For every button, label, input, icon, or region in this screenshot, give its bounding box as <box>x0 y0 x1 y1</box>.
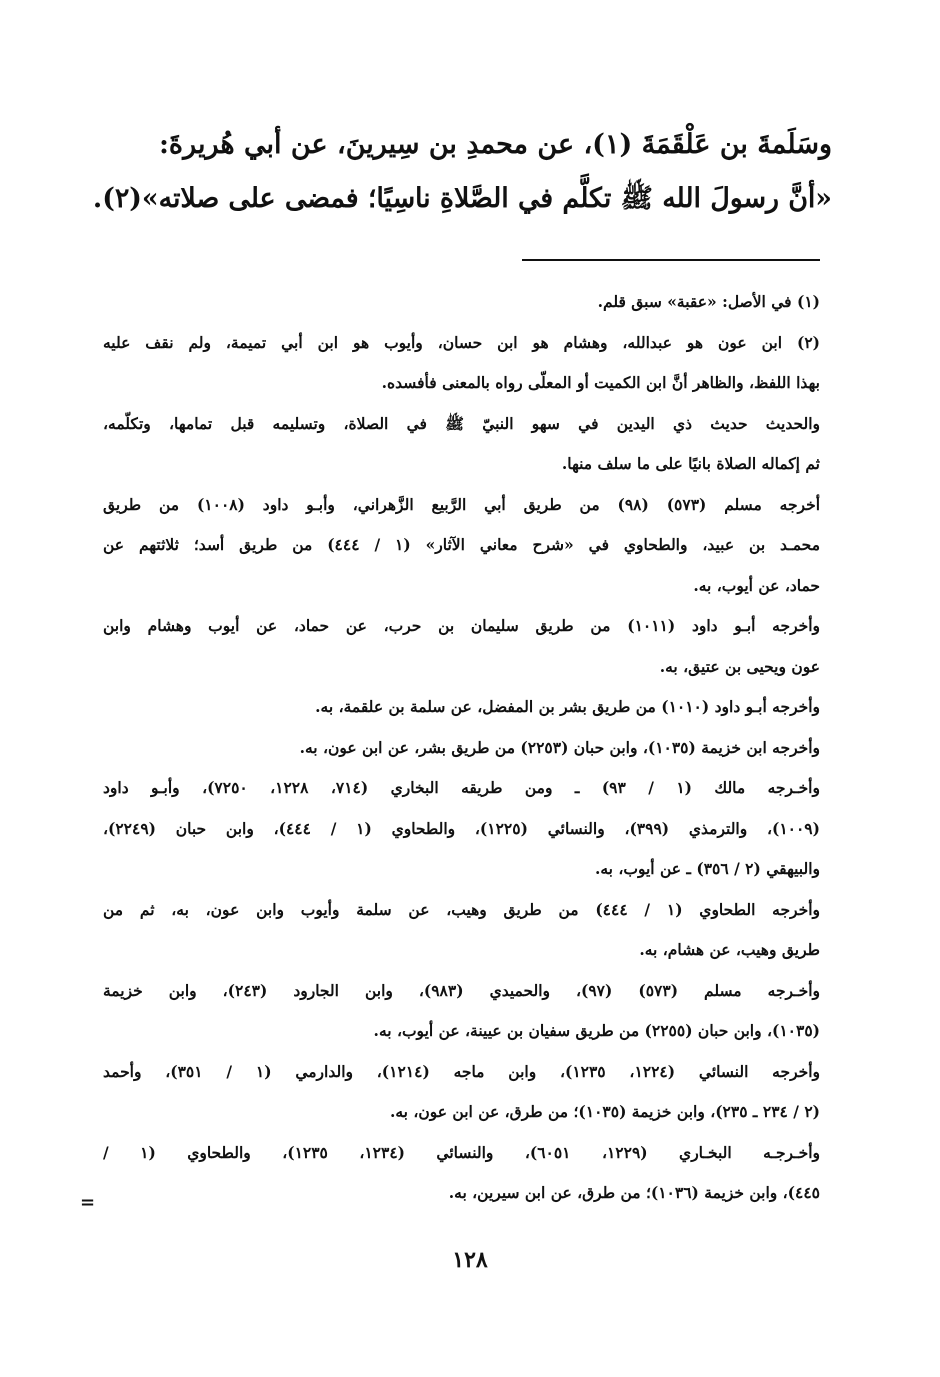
footnote-line: ثم إكماله الصلاة بانيًا على ما سلف منها. <box>561 454 820 473</box>
main-text-line: وسَلَمةَ بن عَلْقَمَةَ (١)، عن محمدِ بن سِيرينَ، عن أبي هُريرةَ: <box>158 129 832 160</box>
footnote-line: بهذا اللفظ، والظاهر أنَّ ابن الكميت أو المعلّى رواه بالمعنى فأفسده. <box>381 373 820 392</box>
footnote-paragraph <box>103 1052 820 1133</box>
footnote-line: ٤٤٥)، وابن خزيمة (١٠٣٦)؛ من طرق، عن ابن سيرين، به. <box>448 1183 820 1202</box>
footnote-line: والبيهقي (٢ / ٣٥٦) ـ عن أيوب، به. <box>594 859 820 878</box>
footnote-line: (١) في الأصل: «عقبة» سبق قلم. <box>597 292 820 311</box>
footnote-line: وأخرجه النسائي (١٢٢٤، ١٢٣٥)، وابن ماجه (١٢١٤)، والدارمي (١ / ٣٥١)، وأحمد <box>103 1061 820 1081</box>
footnote-line: محمـد بن عبيد، والطحاوي في «شرح معاني الآثار» (١ / ٤٤٤) من طريق أسد؛ ثلاثتهم عن <box>103 535 820 554</box>
footnote-line: وأخرجه الطحاوي (١ / ٤٤٤) من طريق وهيب، عن سلمة وأيوب وابن عون، به، ثم من <box>103 899 820 919</box>
footnote-line: حماد، عن أيوب، به. <box>693 575 820 595</box>
footnote-2 <box>103 323 820 404</box>
footnote-line: طريق وهيب، عن هشام، به. <box>639 940 820 959</box>
footnote-1 <box>103 282 820 323</box>
footnote-line: وأخرجه ابن خزيمة (١٠٣٥)، وابن حبان (٢٢٥٣) من طريق بشر، عن ابن عون، به. <box>299 737 820 757</box>
page-number: ١٢٨ <box>452 1247 488 1273</box>
footnote-line: وأخرجه أبـو داود (١٠١١) من طريق سليمان بن حرب، عن حماد، عن أيوب وهشام وابن <box>103 616 820 635</box>
footnote-paragraph <box>103 890 820 971</box>
footnote-line: (١٠٠٩)، والترمذي (٣٩٩)، والنسائي (١٢٢٥)، والطحاوي (١ / ٤٤٤)، وابن حبان (٢٢٤٩)، <box>103 818 820 838</box>
main-text <box>90 118 832 226</box>
footnote-line: (٢ / ٢٣٤ ـ ٢٣٥)، وابن خزيمة (١٠٣٥)؛ من طرق، عن ابن عون، به. <box>389 1102 820 1121</box>
footnote-line: عون ويحيى بن عتيق، به. <box>659 656 820 676</box>
footnote-line: وأخرجه أبـو داود (١٠١٠) من طريق بشر بن المفضل، عن سلمة بن علقمة، به. <box>315 697 820 716</box>
footnote-paragraph <box>103 687 820 728</box>
footnote-paragraph <box>103 404 820 485</box>
footnote-paragraph <box>103 971 820 1052</box>
footnote-paragraph <box>103 728 820 769</box>
footnote-line: (١٠٣٥)، وابن حبان (٢٢٥٥) من طريق سفيان بن عيينة، عن أيوب، به. <box>373 1021 820 1040</box>
footnote-line: وأخـرجه مسلم (٥٧٣) (٩٧)، والحميدي (٩٨٣)، وابن الجارود (٢٤٣)، وابن خزيمة <box>103 980 820 1000</box>
footnote-separator <box>522 259 820 261</box>
footnotes <box>103 282 820 1214</box>
continuation-mark: = <box>80 1192 96 1213</box>
footnote-line: أخرجه مسلم (٥٧٣) (٩٨) من طريق أبي الرَّبيع الزَّهراني، وأبـو داود (١٠٠٨) من طريق <box>103 494 820 514</box>
footnote-line: والحديث حديث ذي اليدين في سهو النبيّ ﷺ في الصلاة، وتسليمه قبل تمامها، وتكلّمه، <box>103 413 820 433</box>
footnote-paragraph <box>103 485 820 607</box>
footnote-line: وأخـرجه مالك (١ / ٩٣) ـ ومن طريقه البخاري (٧١٤، ١٢٢٨، ٧٢٥٠)، وأبـو داود <box>103 778 820 797</box>
footnote-paragraph <box>103 606 820 687</box>
footnote-line: (٢) ابن عون هو عبدالله، وهشام هو ابن حسان، وأيوب هو ابن أبي تميمة، ولم نقف عليه <box>103 332 820 352</box>
hadith-text-line: «أنَّ رسولَ الله ﷺ تكلَّم في الصَّلاةِ ناسِيًا؛ فمضى على صلاته»(٢). <box>92 183 832 214</box>
footnote-paragraph <box>103 768 820 890</box>
footnote-paragraph <box>103 1133 820 1214</box>
footnote-line: وأخـرجـه البخـاري (١٢٢٩، ٦٠٥١)، والنسائي (١٢٣٤، ١٢٣٥)، والطحاوي (١ / <box>103 1142 820 1162</box>
